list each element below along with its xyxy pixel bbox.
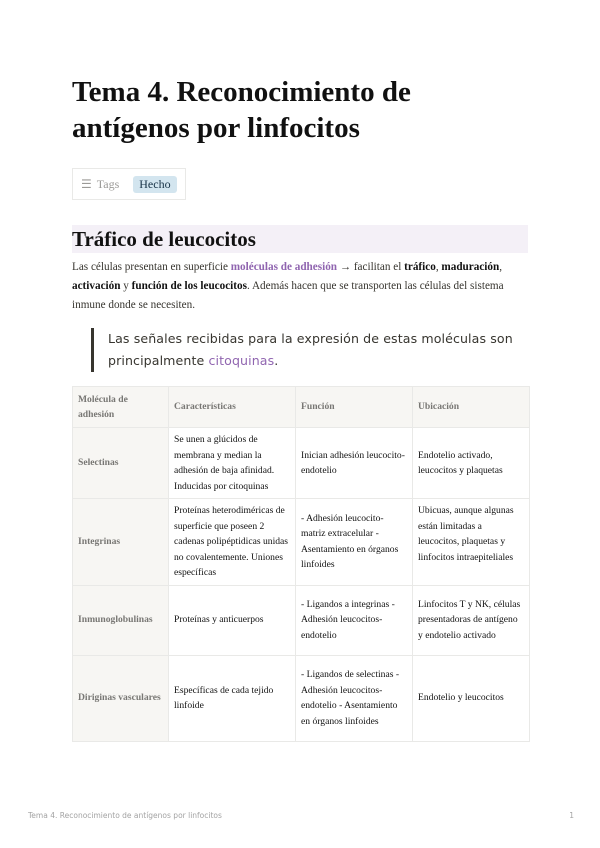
quote-block	[91, 328, 528, 372]
table-cell: Linfocitos T y NK, células presentadoras de antígeno y endotelio activado	[413, 585, 530, 655]
text-run: Las células presentan en superficie	[72, 261, 231, 273]
quote-end: .	[274, 353, 279, 368]
table-cell: Endotelio y leucocitos	[413, 655, 530, 741]
table-cell: - Adhesión leucocito-matriz extracelular - Asentamiento en órganos linfoides	[296, 499, 413, 586]
section-heading: Tráfico de leucocitos	[72, 225, 528, 253]
bold-text: activación	[72, 280, 121, 292]
page-footer	[28, 811, 574, 820]
quote-text: Las señales recibidas para la expresión de estas moléculas son principalmente	[108, 331, 513, 368]
table-cell: Inician adhesión leucocito-endotelio	[296, 428, 413, 499]
row-header: Inmunoglobulinas	[73, 585, 169, 655]
table-cell: Proteínas heterodiméricas de superficie que poseen 2 cadenas polipéptidicas unidas no covalentemente. Uniones específicas	[169, 499, 296, 586]
page-title: Tema 4. Reconocimiento de antígenos por linfocitos	[72, 76, 411, 144]
table-header-row	[73, 387, 530, 428]
bold-text: tráfico	[404, 261, 436, 273]
column-header: Ubicación	[413, 387, 530, 428]
table-cell: Proteínas y anticuerpos	[169, 585, 296, 655]
footer-title: Tema 4. Reconocimiento de antígenos por linfocitos	[28, 811, 222, 820]
bold-text: función de los leucocitos	[131, 280, 247, 292]
table-cell: Específicas de cada tejido linfoide	[169, 655, 296, 741]
table-row	[73, 655, 530, 741]
adhesion-molecules-table	[72, 386, 530, 742]
bold-text: maduración	[441, 261, 500, 273]
table-row	[73, 499, 530, 586]
table-cell: Endotelio activado, leucocitos y plaquetas	[413, 428, 530, 499]
list-icon: ☰	[81, 177, 92, 191]
table-row	[73, 585, 530, 655]
tags-property	[72, 168, 186, 200]
row-header: Diriginas vasculares	[73, 655, 169, 741]
row-header: Integrinas	[73, 499, 169, 586]
intro-paragraph	[72, 258, 528, 315]
table-cell: Se unen a glúcidos de membrana y median la adhesión de baja afinidad. Inducidas por citoquinas	[169, 428, 296, 499]
text-run: ,	[499, 261, 503, 273]
table-cell: - Ligandos a integrinas - Adhesión leucocitos-endotelio	[296, 585, 413, 655]
quote-highlight: citoquinas	[208, 353, 275, 368]
column-header: Molécula de adhesión	[73, 387, 169, 428]
column-header: Características	[169, 387, 296, 428]
text-run: ,	[435, 261, 442, 273]
column-header: Función	[296, 387, 413, 428]
tag-badge[interactable]: Hecho	[133, 176, 176, 193]
text-run: y	[120, 280, 132, 292]
table-cell: - Ligandos de selectinas - Adhesión leucocitos-endotelio - Asentamiento en órganos linfoides	[296, 655, 413, 741]
table-row	[73, 428, 530, 499]
highlight-text: moléculas de adhesión	[230, 261, 338, 273]
row-header: Selectinas	[73, 428, 169, 499]
text-run: → facilitan el	[337, 261, 405, 273]
table-cell: Ubicuas, aunque algunas están limitadas a leucocitos, plaquetas y linfocitos intraepiteliales	[413, 499, 530, 586]
text-run: . Además hacen que se transporten las células del sistema inmune donde se necesiten.	[72, 280, 504, 311]
page-number: 1	[569, 811, 574, 820]
tags-label: Tags	[96, 176, 120, 191]
